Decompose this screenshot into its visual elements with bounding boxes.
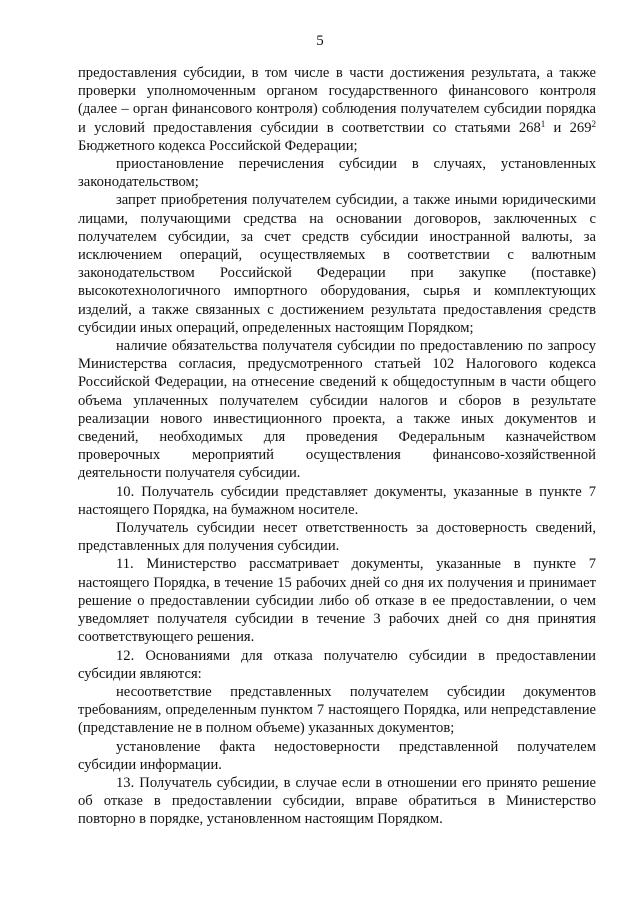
paragraph-control-provisions xyxy=(78,64,596,155)
article-268-superscript: 1 xyxy=(540,118,546,129)
paragraph-item-11: 11. Министерство рассматривает документы, указанные в пункте 7 настоящего Порядка, в течение 15 рабочих дней со дня их получения и принимает решение о предоставлении субсидии либо об отказе в ее предоставлении, о чем уведомляет получателя субсидии в течение 3 рабочих дней со дня принятия соответствующего решения. xyxy=(78,556,596,646)
paragraph-item-13: 13. Получатель субсидии, в случае если в отношении его принято решение об отказе в предоставлении субсидии, вправе обратиться в Министерство повторно в порядке, установленном настоящим Порядком. xyxy=(78,774,596,828)
paragraph-refusal-noncompliance: несоответствие представленных получателем субсидии документов требованиям, определенным пунктом 7 настоящего Порядка, или непредставление (представление не в полном объеме) указанных документов; xyxy=(78,683,596,737)
page-number: 5 xyxy=(316,33,324,49)
paragraph-suspension: приостановление перечисления субсидии в случаях, установленных законодательством; xyxy=(78,156,596,191)
paragraph-currency-ban: запрет приобретения получателем субсидии, а также иными юридическими лицами, получающими средства на основании договоров, заключенных с получателем субсидии, за счет средств субсидии иностранной валюты, за исключением операций, осуществляемых в соответствии с валютным законодательством Российской Федерации при закупке (поставке) высокотехнологичного импортного оборудования, сырья и комплектующих изделий, а также связанных с достижением результата предоставления средств субсидии иных операций, определенных настоящим Порядком; xyxy=(78,192,596,336)
paragraph-responsibility: Получатель субсидии несет ответственность за достоверность сведений, представленных для получения субсидии. xyxy=(78,520,596,555)
paragraph-tax-consent: наличие обязательства получателя субсидии по предоставлению по запросу Министерства согласия, предусмотренного статьей 102 Налогового кодекса Российской Федерации, на отнесение сведений к общедоступным в части общего объема уплаченных получателем субсидии налогов и сборов в результате реализации нового инвестиционного проекта, а также иных документов и сведений, необходимых для проведения Федеральным казначейством проверочных мероприятий осуществления финансово-хозяйственной деятельности получателя субсидии. xyxy=(78,338,596,482)
paragraph-control-provisions-text-c: Бюджетного кодекса Российской Федерации; xyxy=(78,137,358,154)
paragraph-control-provisions-text-b: и 269 xyxy=(545,119,592,136)
document-body xyxy=(78,64,596,829)
paragraph-refusal-false-info: установление факта недостоверности представленной получателем субсидии информации. xyxy=(78,738,596,773)
article-269-superscript: 2 xyxy=(591,118,597,129)
paragraph-item-12: 12. Основаниями для отказа получателю субсидии в предоставлении субсидии являются: xyxy=(78,647,596,682)
paragraph-control-provisions-text-a: предоставления субсидии, в том числе в части достижения результата, а также проверки уполномоченным органом государственного финансового контроля (далее – орган финансового контроля) соблюдения получателем субсидии порядка и условий предоставления субсидии в соответствии со статьями 268 xyxy=(78,65,596,136)
paragraph-item-10: 10. Получатель субсидии представляет документы, указанные в пункте 7 настоящего Порядка, на бумажном носителе. xyxy=(78,483,596,518)
